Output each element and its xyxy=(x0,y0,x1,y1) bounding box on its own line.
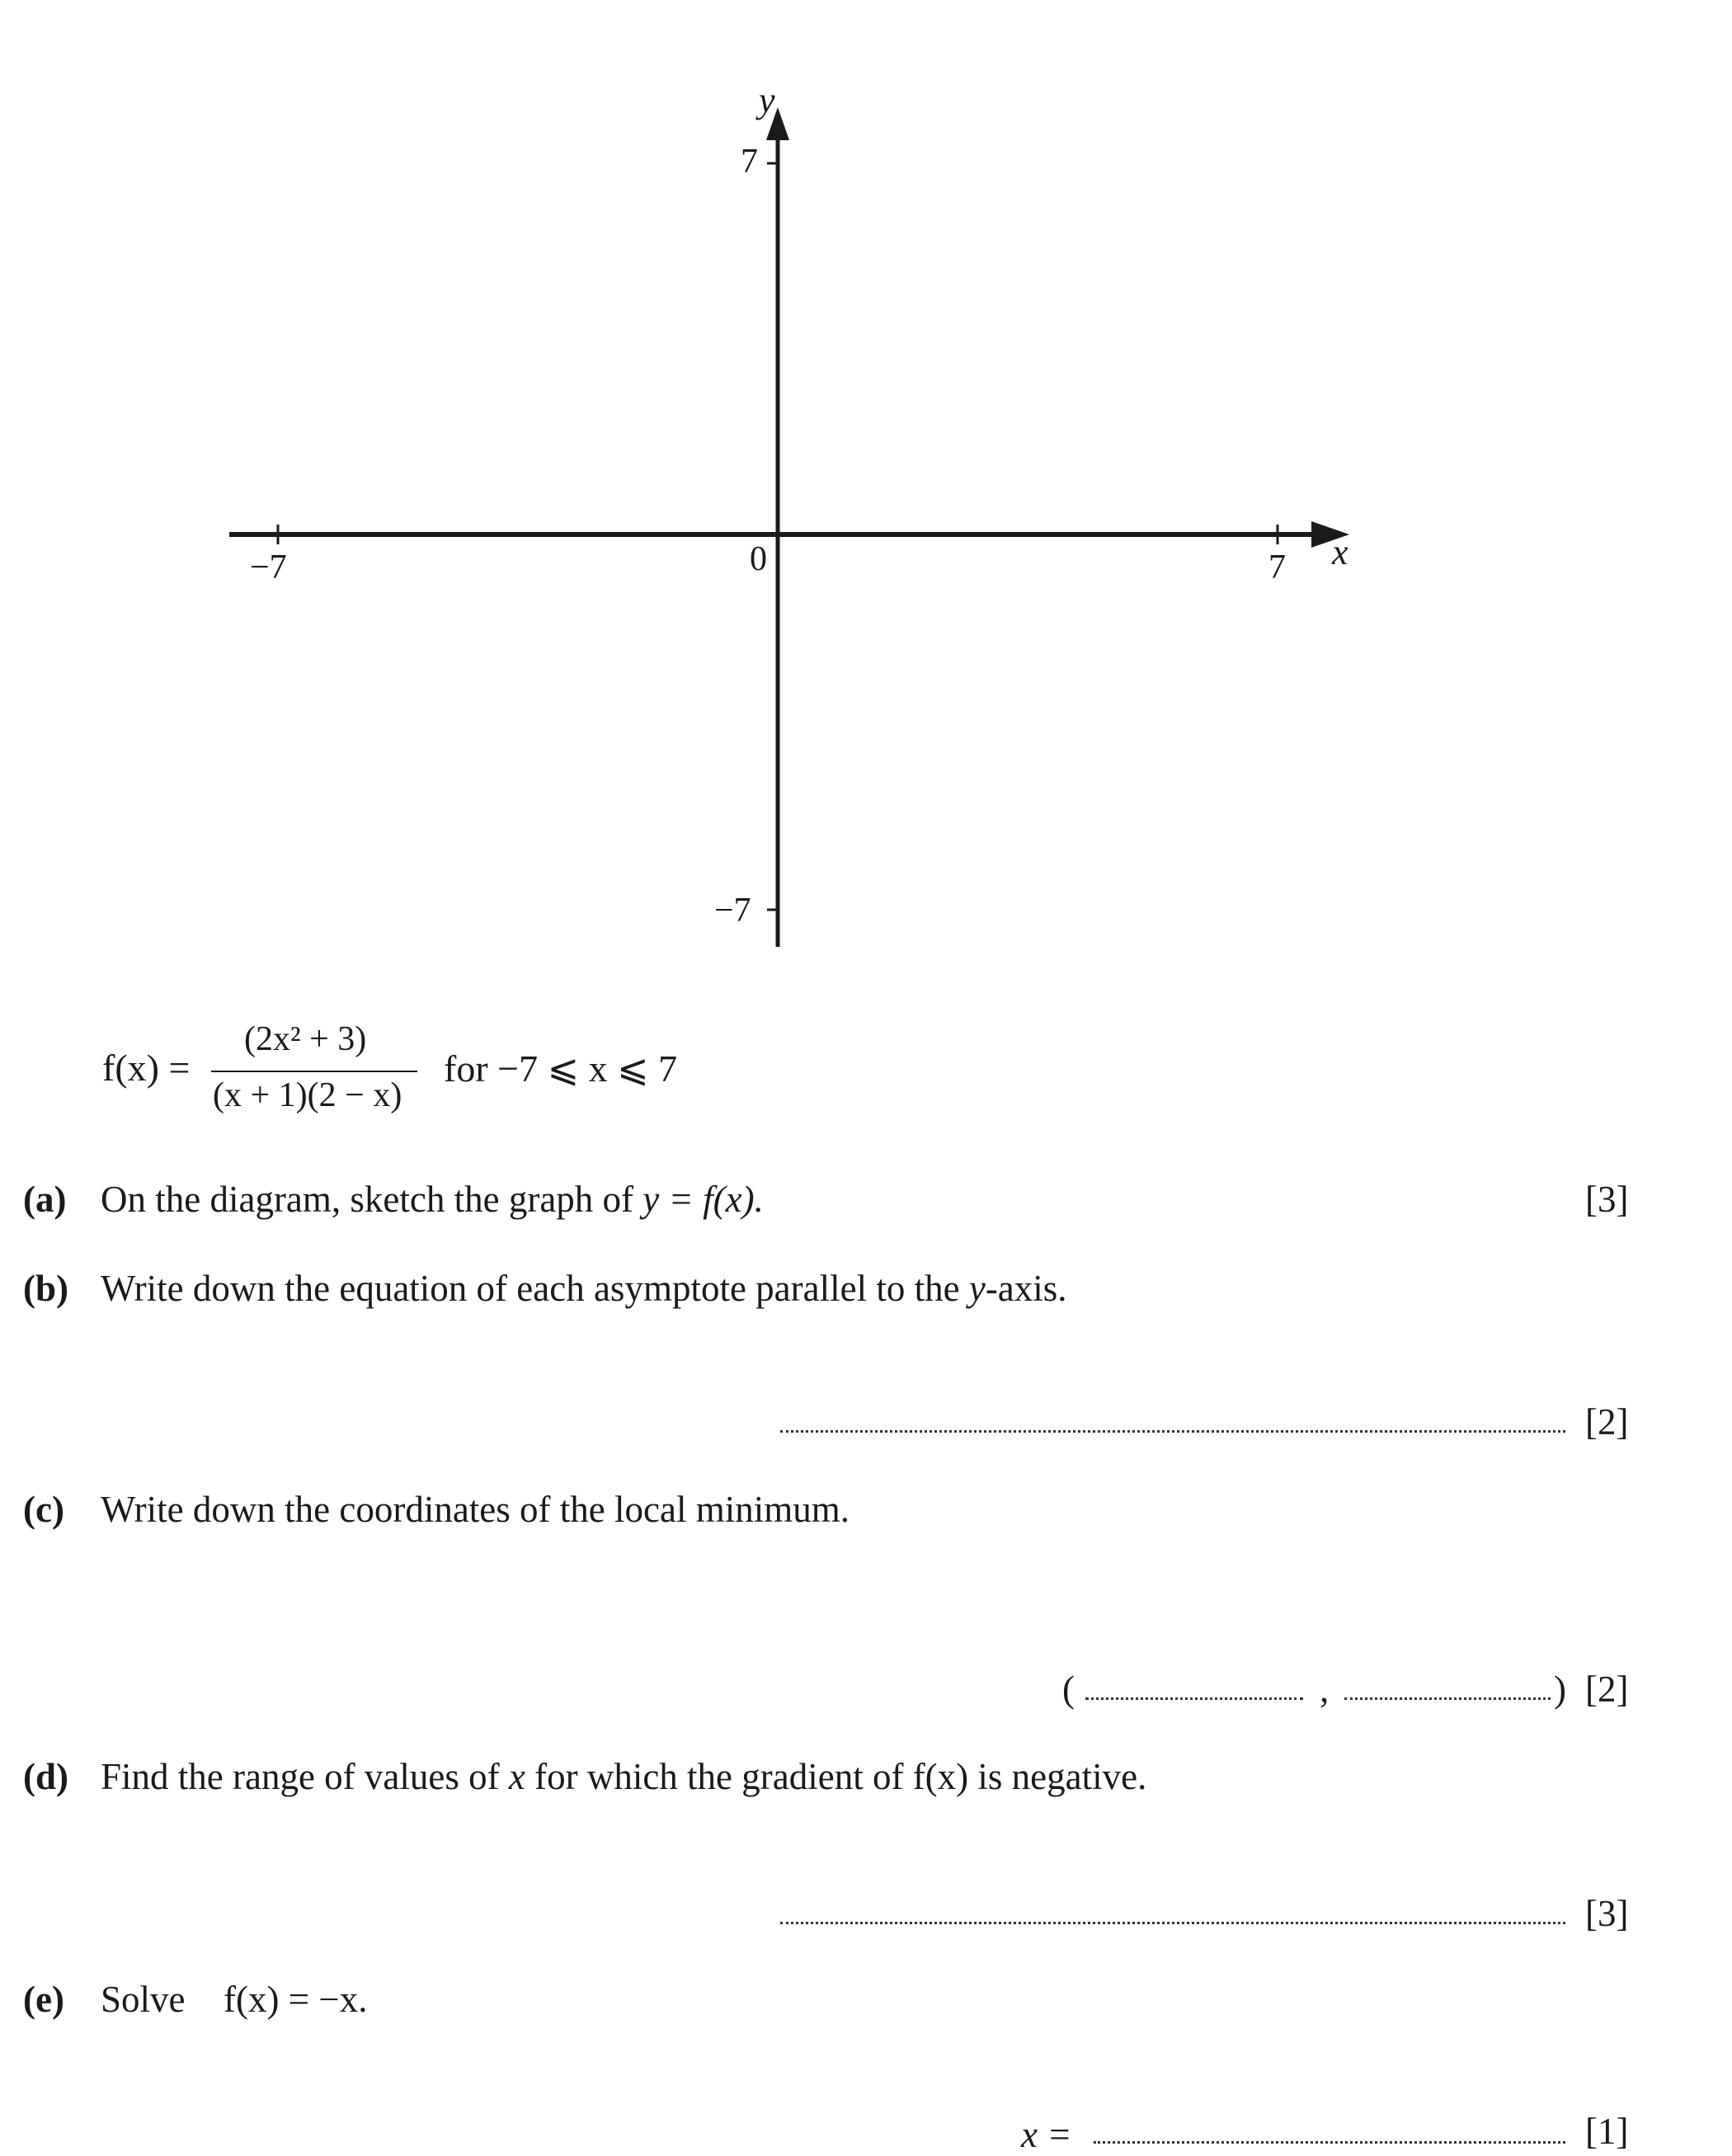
question-text-part: On the diagram, sketch the graph of xyxy=(101,1179,634,1220)
question-letter: (e) xyxy=(23,1979,64,2020)
answer-y-coordinate-line[interactable] xyxy=(1344,1697,1551,1700)
marks-label: [3] xyxy=(1585,1893,1629,1934)
marks-label: [1] xyxy=(1585,2111,1629,2152)
answer-line[interactable] xyxy=(780,1922,1565,1924)
question-math: y xyxy=(968,1268,986,1309)
question-text-part: Write down the equation of each asymptote parallel to the xyxy=(101,1268,960,1309)
question-text: Write down the coordinates of the local minimum. xyxy=(101,1489,850,1530)
y-axis-label: y xyxy=(759,80,775,120)
question-text xyxy=(101,1178,764,1221)
question-math: f(x) = −x. xyxy=(224,1979,368,2020)
question-letter: (d) xyxy=(23,1756,68,1797)
answer-close-paren: ) xyxy=(1554,1669,1566,1710)
function-numerator: (2x² + 3) xyxy=(244,1020,367,1058)
origin-label: 0 xyxy=(750,540,767,578)
question-letter: (a) xyxy=(23,1179,67,1220)
function-domain: for −7 ⩽ x ⩽ 7 xyxy=(444,1047,678,1090)
coordinate-axes-diagram xyxy=(0,0,1732,990)
fraction-bar xyxy=(211,1071,417,1072)
function-denominator: (x + 1)(2 − x) xyxy=(213,1076,402,1114)
question-math: y = f(x). xyxy=(642,1179,764,1220)
question-text xyxy=(101,1978,367,2021)
question-text-part: -axis. xyxy=(985,1268,1067,1309)
marks-label: [2] xyxy=(1585,1401,1629,1443)
question-text-part: for which the gradient of f(x) is negative. xyxy=(534,1756,1147,1797)
answer-x-coordinate-line[interactable] xyxy=(1085,1697,1303,1700)
question-text-part: Find the range of values of xyxy=(101,1756,500,1797)
question-letter: (c) xyxy=(23,1489,64,1530)
answer-prefix: x = xyxy=(1021,2114,1072,2155)
answer-line[interactable] xyxy=(780,1430,1565,1433)
x-axis-label: x xyxy=(1332,532,1348,572)
x-max-label: 7 xyxy=(1268,548,1286,586)
question-text-part: Solve xyxy=(101,1979,186,2020)
answer-open-paren: ( xyxy=(1062,1669,1075,1710)
answer-line[interactable] xyxy=(1094,2141,1565,2144)
question-math: x xyxy=(508,1756,525,1797)
question-text xyxy=(101,1267,1067,1310)
y-min-label: −7 xyxy=(714,892,751,930)
marks-label: [2] xyxy=(1585,1669,1629,1710)
question-text xyxy=(101,1755,1146,1798)
y-max-label: 7 xyxy=(741,143,758,181)
marks-label: [3] xyxy=(1585,1179,1629,1220)
function-lhs: f(x) = xyxy=(102,1047,191,1089)
x-min-label: −7 xyxy=(250,548,287,586)
answer-separator: , xyxy=(1320,1669,1330,1710)
question-letter: (b) xyxy=(23,1268,68,1309)
